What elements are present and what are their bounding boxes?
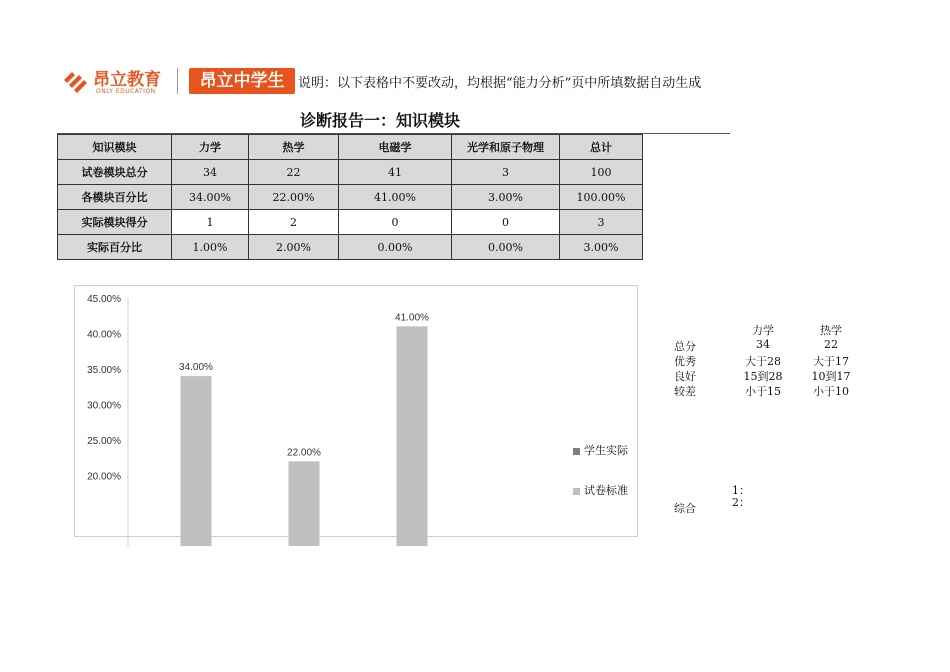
bar-data-label: 34.00%	[179, 362, 213, 374]
table-cell: 2.00%	[249, 235, 339, 260]
chart-plot	[75, 286, 637, 536]
grid-cell: 小于10	[813, 385, 849, 398]
grade-grid	[660, 320, 890, 520]
table-cell: 41	[339, 160, 452, 185]
grid-row-label: 较差	[674, 385, 696, 398]
table-cell: 0	[452, 210, 560, 235]
grid-row-label: 良好	[674, 370, 696, 383]
table-header-cell: 总计	[560, 135, 643, 160]
legend-swatch	[573, 448, 580, 455]
table-row	[58, 160, 643, 185]
table-cell: 3	[452, 160, 560, 185]
table-cell: 2	[249, 210, 339, 235]
table-header-cell: 热学	[249, 135, 339, 160]
grid-col-header: 力学	[752, 324, 774, 337]
row-label: 试卷模块总分	[58, 160, 172, 185]
note-line: 1：	[732, 484, 750, 497]
bar-paper-standard	[289, 461, 320, 546]
table-cell: 3.00%	[452, 185, 560, 210]
table-cell: 3.00%	[560, 235, 643, 260]
table-row	[58, 210, 643, 235]
grid-cell: 22	[824, 338, 838, 351]
table-header-cell: 电磁学	[339, 135, 452, 160]
table-header-cell: 光学和原子物理	[452, 135, 560, 160]
table-cell: 22.00%	[249, 185, 339, 210]
table-cell: 100.00%	[560, 185, 643, 210]
table-cell: 0	[339, 210, 452, 235]
table-cell: 34	[172, 160, 249, 185]
logo-text: 昂立教育	[93, 70, 161, 90]
table-cell: 0.00%	[339, 235, 452, 260]
knowledge-chart	[74, 285, 638, 537]
y-tick-label: 45.00%	[87, 294, 121, 305]
bar-paper-standard	[181, 376, 212, 546]
y-tick-label: 30.00%	[87, 400, 121, 412]
grid-cell: 大于17	[813, 355, 849, 368]
logo-mark-icon	[60, 66, 90, 96]
brand-badge: 昂立中学生	[189, 68, 295, 94]
table-cell: 1.00%	[172, 235, 249, 260]
header-divider	[177, 68, 178, 94]
bar-data-label: 41.00%	[395, 312, 429, 324]
table-row	[58, 235, 643, 260]
table-row	[58, 185, 643, 210]
table-cell: 22	[249, 160, 339, 185]
legend-label: 试卷标准	[584, 484, 628, 497]
header-note: 说明：以下表格中不要改动，均根据“能力分析”页中所填数据自动生成	[298, 76, 702, 91]
table-cell: 100	[560, 160, 643, 185]
row-label: 各模块百分比	[58, 185, 172, 210]
cut-label: 综合	[674, 502, 696, 515]
table-header-cell: 知识模块	[58, 135, 172, 160]
grid-col-header: 热学	[820, 324, 842, 337]
grid-cell: 34	[756, 338, 770, 351]
grid-cell: 大于28	[745, 355, 781, 368]
legend-label: 学生实际	[584, 444, 628, 457]
row-label: 实际百分比	[58, 235, 172, 260]
y-tick-label: 40.00%	[87, 329, 121, 341]
note-line: 2：	[732, 496, 750, 509]
logo-subtext: ONLY EDUCATION	[96, 88, 156, 95]
bar-data-label: 22.00%	[287, 447, 321, 459]
table-header-row	[58, 135, 643, 160]
y-tick-label: 25.00%	[87, 436, 121, 447]
row-label: 实际模块得分	[58, 210, 172, 235]
y-tick-label: 20.00%	[87, 471, 121, 483]
grid-cell: 10到17	[811, 370, 851, 383]
grid-cell: 15到28	[743, 370, 783, 383]
grid-row-label: 总分	[674, 340, 696, 353]
table-cell: 3	[560, 210, 643, 235]
legend-swatch	[573, 488, 580, 495]
table-cell: 0.00%	[452, 235, 560, 260]
page-title: 诊断报告一：知识模块	[300, 111, 461, 130]
grid-cell: 小于15	[745, 385, 781, 398]
table-cell: 1	[172, 210, 249, 235]
legend-item-paper	[573, 482, 628, 498]
legend-item-student	[573, 442, 628, 458]
table-cell: 34.00%	[172, 185, 249, 210]
grid-row-label: 优秀	[674, 355, 696, 368]
table-cell: 41.00%	[339, 185, 452, 210]
y-tick-label: 35.00%	[87, 365, 121, 376]
table-header-cell: 力学	[172, 135, 249, 160]
bar-paper-standard	[397, 326, 428, 546]
knowledge-table	[57, 134, 643, 260]
